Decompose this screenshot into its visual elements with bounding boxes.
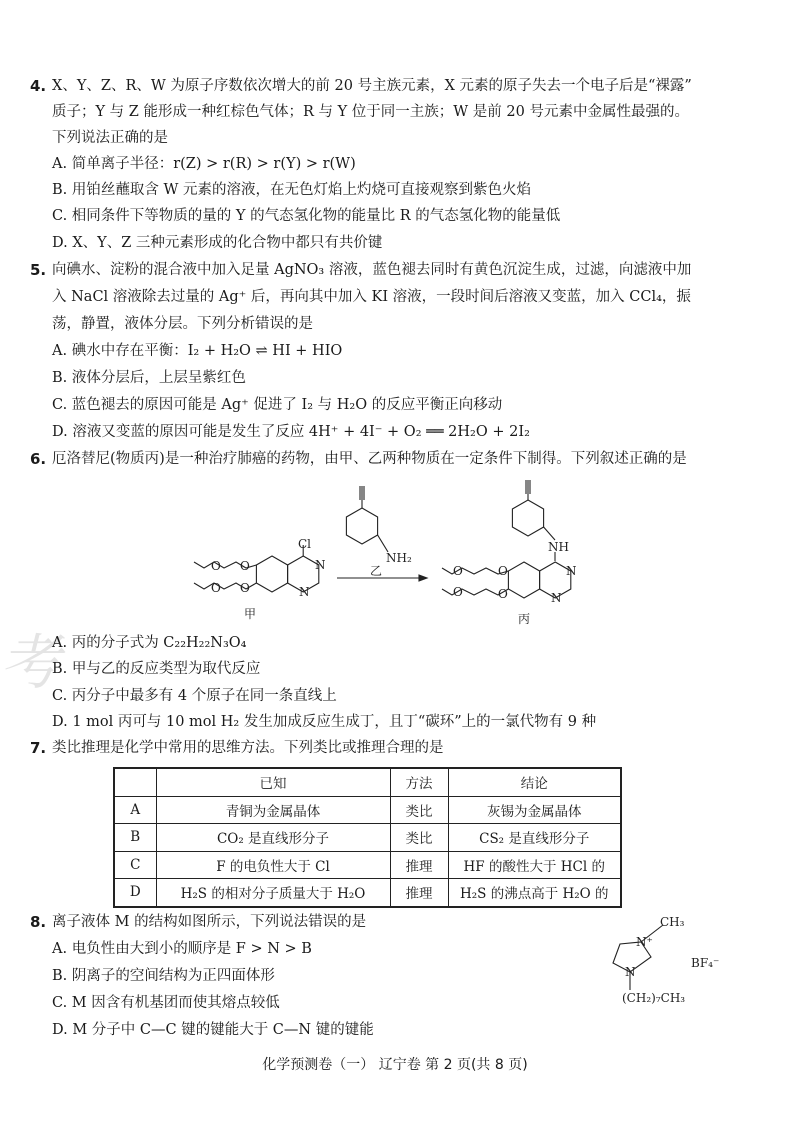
option-a: A. 丙的分子式为 C₂₂H₂₂N₃O₄ bbox=[52, 635, 247, 651]
label-o: O bbox=[498, 587, 508, 601]
table-row bbox=[114, 824, 621, 852]
label-yi: 乙 bbox=[370, 564, 383, 578]
option-d: D. M 分子中 C—C 键的键能大于 C—N 键的键能 bbox=[52, 1022, 374, 1038]
option-c: C. 蓝色褪去的原因可能是 Ag⁺ 促进了 I₂ 与 H₂O 的反应平衡正向移动 bbox=[52, 397, 503, 413]
question-number: 7. bbox=[30, 739, 47, 757]
table-cell: D bbox=[114, 879, 156, 907]
question-number: 5. bbox=[30, 261, 47, 279]
label-n: N bbox=[299, 585, 310, 599]
label-n-plus: N⁺ bbox=[636, 935, 653, 949]
option-b: B. 用铂丝蘸取含 W 元素的溶液，在无色灯焰上灼烧可直接观察到紫色火焰 bbox=[52, 182, 531, 198]
question-stem: 下列说法正确的是 bbox=[52, 130, 168, 146]
option-c: C. M 因含有机基团而使其熔点较低 bbox=[52, 995, 280, 1011]
question-stem: 入 NaCl 溶液除去过量的 Ag⁺ 后，再向其中加入 KI 溶液，一段时间后溶液又变蓝，加入 CCl₄，振 bbox=[52, 289, 691, 305]
label-cl: Cl bbox=[298, 537, 312, 551]
header-cell: 结论 bbox=[448, 768, 621, 796]
label-o: O bbox=[240, 581, 250, 595]
label-nh2: NH₂ bbox=[386, 551, 412, 565]
option-a: A. 碘水中存在平衡：I₂ + H₂O ⇌ HI + HIO bbox=[52, 343, 343, 359]
table-row bbox=[114, 879, 621, 907]
header-cell bbox=[114, 768, 156, 796]
label-n: N bbox=[625, 965, 636, 979]
table-row bbox=[114, 851, 621, 879]
table-cell: H₂S 的相对分子质量大于 H₂O bbox=[156, 879, 390, 907]
comparison-table bbox=[113, 767, 622, 908]
header-cell: 方法 bbox=[390, 768, 448, 796]
option-a: A. 简单离子半径：r(Z) > r(R) > r(Y) > r(W) bbox=[52, 156, 356, 172]
label-n: N bbox=[551, 591, 562, 605]
label-nh: NH bbox=[548, 540, 569, 554]
table-cell: HF 的酸性大于 HCl 的 bbox=[448, 851, 621, 879]
table-cell: 推理 bbox=[390, 851, 448, 879]
question-stem: 类比推理是化学中常用的思维方法。下列类比或推理合理的是 bbox=[52, 740, 444, 756]
table-cell: CO₂ 是直线形分子 bbox=[156, 824, 390, 852]
option-a: A. 电负性由大到小的顺序是 F > N > B bbox=[52, 941, 312, 957]
header-cell: 已知 bbox=[156, 768, 390, 796]
question-stem: 厄洛替尼(物质丙)是一种治疗肺癌的药物，由甲、乙两种物质在一定条件下制得。下列叙述正确的是 bbox=[52, 451, 687, 467]
label-ch3: CH₃ bbox=[660, 915, 685, 929]
label-chain: (CH₂)₇CH₃ bbox=[622, 991, 686, 1005]
label-o: O bbox=[240, 559, 250, 573]
table-cell: F 的电负性大于 Cl bbox=[156, 851, 390, 879]
label-bing: 丙 bbox=[518, 612, 531, 626]
table-cell: C bbox=[114, 851, 156, 879]
table-cell: 推理 bbox=[390, 879, 448, 907]
option-b: B. 甲与乙的反应类型为取代反应 bbox=[52, 661, 261, 677]
question-stem: 离子液体 M 的结构如图所示，下列说法错误的是 bbox=[52, 914, 367, 930]
table-header-row bbox=[114, 768, 621, 796]
option-d: D. 溶液又变蓝的原因可能是发生了反应 4H⁺ + 4I⁻ + O₂ ══ 2H₂O + 2I₂ bbox=[52, 424, 530, 440]
table-cell: A bbox=[114, 796, 156, 824]
label-o: O bbox=[453, 585, 463, 599]
table-cell: 青铜为金属晶体 bbox=[156, 796, 390, 824]
watermark: 考 bbox=[0, 628, 60, 698]
question-stem: X、Y、Z、R、W 为原子序数依次增大的前 20 号主族元素，X 元素的原子失去一个电子后是“裸露” bbox=[52, 78, 692, 94]
label-anion: BF₄⁻ bbox=[691, 956, 720, 970]
option-b: B. 阴离子的空间结构为正四面体形 bbox=[52, 968, 275, 984]
question-stem: 荡，静置，液体分层。下列分析错误的是 bbox=[52, 316, 313, 332]
table-cell: H₂S 的沸点高于 H₂O 的 bbox=[448, 879, 621, 907]
page-footer: 化学预测卷（一） 辽宁卷 第 2 页(共 8 页) bbox=[262, 1057, 528, 1073]
table-cell: 灰锡为金属晶体 bbox=[448, 796, 621, 824]
label-n: N bbox=[315, 558, 326, 572]
label-o: O bbox=[498, 564, 508, 578]
table-cell: 类比 bbox=[390, 824, 448, 852]
question-stem: 向碘水、淀粉的混合液中加入足量 AgNO₃ 溶液，蓝色褪去同时有黄色沉淀生成，过滤，向滤液中加 bbox=[52, 262, 692, 278]
question-stem: 质子；Y 与 Z 能形成一种红棕色气体；R 与 Y 位于同一主族；W 是前 20 号元素中金属性最强的。 bbox=[52, 104, 689, 120]
table-cell: 类比 bbox=[390, 796, 448, 824]
label-jia: 甲 bbox=[244, 607, 257, 621]
label-o: O bbox=[211, 559, 221, 573]
label-o: O bbox=[453, 564, 463, 578]
option-c: C. 丙分子中最多有 4 个原子在同一条直线上 bbox=[52, 688, 337, 704]
table-cell: CS₂ 是直线形分子 bbox=[448, 824, 621, 852]
option-d: D. 1 mol 丙可与 10 mol H₂ 发生加成反应生成丁，且丁“碳环”上的一氯代物有 9 种 bbox=[52, 714, 597, 730]
option-b: B. 液体分层后，上层呈紫红色 bbox=[52, 370, 246, 386]
label-o: O bbox=[211, 581, 221, 595]
option-c: C. 相同条件下等物质的量的 Y 的气态氢化物的能量比 R 的气态氢化物的能量低 bbox=[52, 208, 561, 224]
table-row bbox=[114, 796, 621, 824]
question-number: 6. bbox=[30, 450, 47, 468]
option-d: D. X、Y、Z 三种元素形成的化合物中都只有共价键 bbox=[52, 235, 383, 251]
label-n: N bbox=[566, 564, 577, 578]
question-number: 4. bbox=[30, 77, 47, 95]
question-number: 8. bbox=[30, 913, 47, 931]
table-cell: B bbox=[114, 824, 156, 852]
